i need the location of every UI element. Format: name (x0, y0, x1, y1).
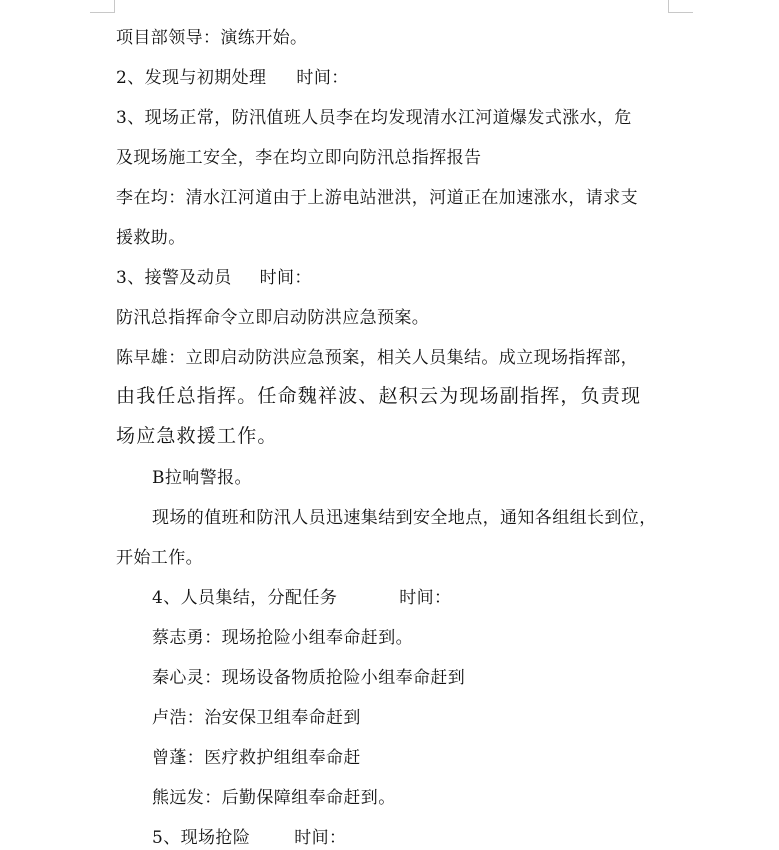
paragraph: 防汛总指挥命令立即启动防洪应急预案。 (116, 308, 430, 328)
section-heading (116, 266, 312, 290)
paragraph: 现场的值班和防汛人员迅速集结到安全地点，通知各组组长到位， (152, 508, 657, 528)
page-corner-mark-left (90, 0, 115, 13)
paragraph: 陈早雄：立即启动防洪应急预案，相关人员集结。成立现场指挥部， (116, 348, 638, 368)
paragraph: 李在均：清水江河道由于上游电站泄洪，河道正在加速涨水，请求支 (116, 188, 638, 208)
paragraph: 开始工作。 (116, 548, 203, 568)
time-label: 时间： (399, 588, 452, 608)
paragraph: 蔡志勇：现场抢险小组奉命赶到。 (152, 628, 413, 648)
section-heading (152, 826, 346, 850)
paragraph: 3、现场正常，防汛值班人员李在均发现清水江河道爆发式涨水，危 (116, 108, 632, 128)
paragraph: 秦心灵：现场设备物质抢险小组奉命赶到 (152, 668, 466, 688)
paragraph: 卢浩：治安保卫组奉命赶到 (152, 708, 361, 728)
page-corner-mark-right (668, 0, 693, 13)
paragraph: 曾蓬：医疗救护组组奉命赶 (152, 748, 361, 768)
time-label: 时间： (294, 828, 347, 848)
heading-text: 3、接警及动员 (116, 268, 232, 288)
section-heading (152, 586, 451, 610)
paragraph: B拉响警报。 (152, 468, 252, 488)
paragraph: 由我任总指挥。任命魏祥波、赵积云为现场副指挥，负责现 (116, 385, 642, 407)
heading-text: 5、现场抢险 (152, 828, 251, 848)
time-label: 时间： (259, 268, 312, 288)
paragraph: 场应急救援工作。 (116, 425, 278, 447)
paragraph: 援救助。 (116, 228, 186, 248)
paragraph: 及现场施工安全，李在均立即向防汛总指挥报告 (116, 148, 482, 168)
heading-text: 4、人员集结，分配任务 (152, 588, 338, 608)
paragraph: 项目部领导：演练开始。 (116, 28, 308, 48)
section-heading (116, 66, 349, 90)
heading-text: 2、发现与初期处理 (116, 68, 267, 88)
paragraph: 熊远发：后勤保障组奉命赶到。 (152, 788, 396, 808)
time-label: 时间： (296, 68, 349, 88)
